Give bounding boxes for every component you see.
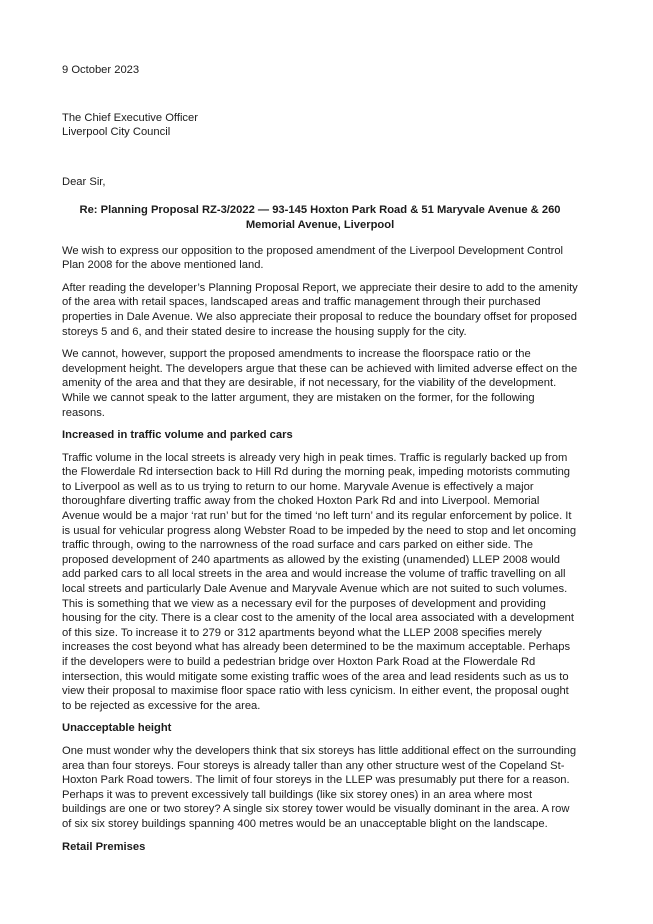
section-heading-traffic: Increased in traffic volume and parked cars xyxy=(62,429,293,442)
section-heading-retail: Retail Premises xyxy=(62,840,146,853)
salutation: Dear Sir, xyxy=(62,175,106,188)
intro-paragraph: We wish to express our opposition to the proposed amendment of the Liverpool Development Control Plan 2008 for the above mentioned land. xyxy=(62,244,564,272)
recipient-address xyxy=(62,111,578,140)
section-body-traffic: Traffic volume in the local streets is already very high in peak times. Traffic is regularly backed up from the Flowerdale Rd intersection back to Hill Rd during the morning peak, impeding motorists commuting to Liverpool as well as to us trying to return to our home. Maryvale Avenue is effectively a major thoroughfare diverting traffic away from the choked Hoxton Park Rd and into Liverpool. Memorial Avenue would be a major ‘rat run’ but for the timed ‘no left turn’ and its regular enforcement by police. It is usual for vehicular progress along Webster Road to be impeded by the need to stop and let oncoming traffic through, owing to the narrowness of the road surface and cars parked on either side. The proposed development of 240 apartments as allowed by the existing (unamended) LLEP 2008 would add parked cars to all local streets in the area and would increase the volume of traffic travelling on all local streets and particularly Dale Avenue and Maryvale Avenue which are not suited to such volumes. This is something that we view as a necessary evil for the purposes of development and providing housing for the city. There is a clear cost to the amenity of the local area associated with a development of this size. To increase it to 279 or 312 apartments beyond what the LLEP 2008 specifies merely increases the cost beyond what has already been determined to be the maximum acceptable. Perhaps if the developers were to build a pedestrian bridge over Hoxton Park Road at the Flowerdale Rd intersection, this would mitigate some existing traffic woes of the area and lead residents such as us to view their proposal to maximise floor space ratio with less cynicism. In either event, the proposal ought to be rejected as excessive for the area. xyxy=(62,451,577,712)
letter-date: 9 October 2023 xyxy=(62,64,140,76)
recipient-title: The Chief Executive Officer xyxy=(62,111,198,124)
intro-paragraph: After reading the developer’s Planning Proposal Report, we appreciate their desire to add to the amenity of the area with retail spaces, landscaped areas and traffic management through their purchased properties in Dale Avenue. We also appreciate their proposal to reduce the boundary offset for proposed storeys 5 and 6, and their stated desire to increase the housing supply for the city. xyxy=(62,281,578,338)
subject-heading: Re: Planning Proposal RZ-3/2022 — 93-145 Hoxton Park Road & 51 Maryvale Avenue & 260 Memorial Avenue, Liverpool xyxy=(79,204,561,231)
section-heading-height: Unacceptable height xyxy=(62,722,172,735)
letter-body xyxy=(62,63,578,854)
recipient-organisation: Liverpool City Council xyxy=(62,126,171,139)
intro-paragraph: We cannot, however, support the proposed amendments to increase the floorspace ratio or the development height. The developers argue that these can be achieved with limited adverse effect on the amenity of the area and that they are desirable, if not necessary, for the viability of the development. While we cannot speak to the latter argument, they are mistaken on the former, for the following reasons. xyxy=(62,348,578,419)
section-body-height: One must wonder why the developers think that six storeys has little additional effect on the surrounding area than four storeys. Four storeys is already taller than any other structure west of the Copeland St-Hoxton Park Road towers. The limit of four storeys in the LLEP was presumably put there for a reason. Perhaps it was to prevent excessively tall buildings (like six storey ones) in an area where most buildings are one or two storey? A single six storey tower would be visually dominant in the area. A row of six six storey buildings spanning 400 metres would be an unacceptable blight on the landscape. xyxy=(62,744,577,830)
